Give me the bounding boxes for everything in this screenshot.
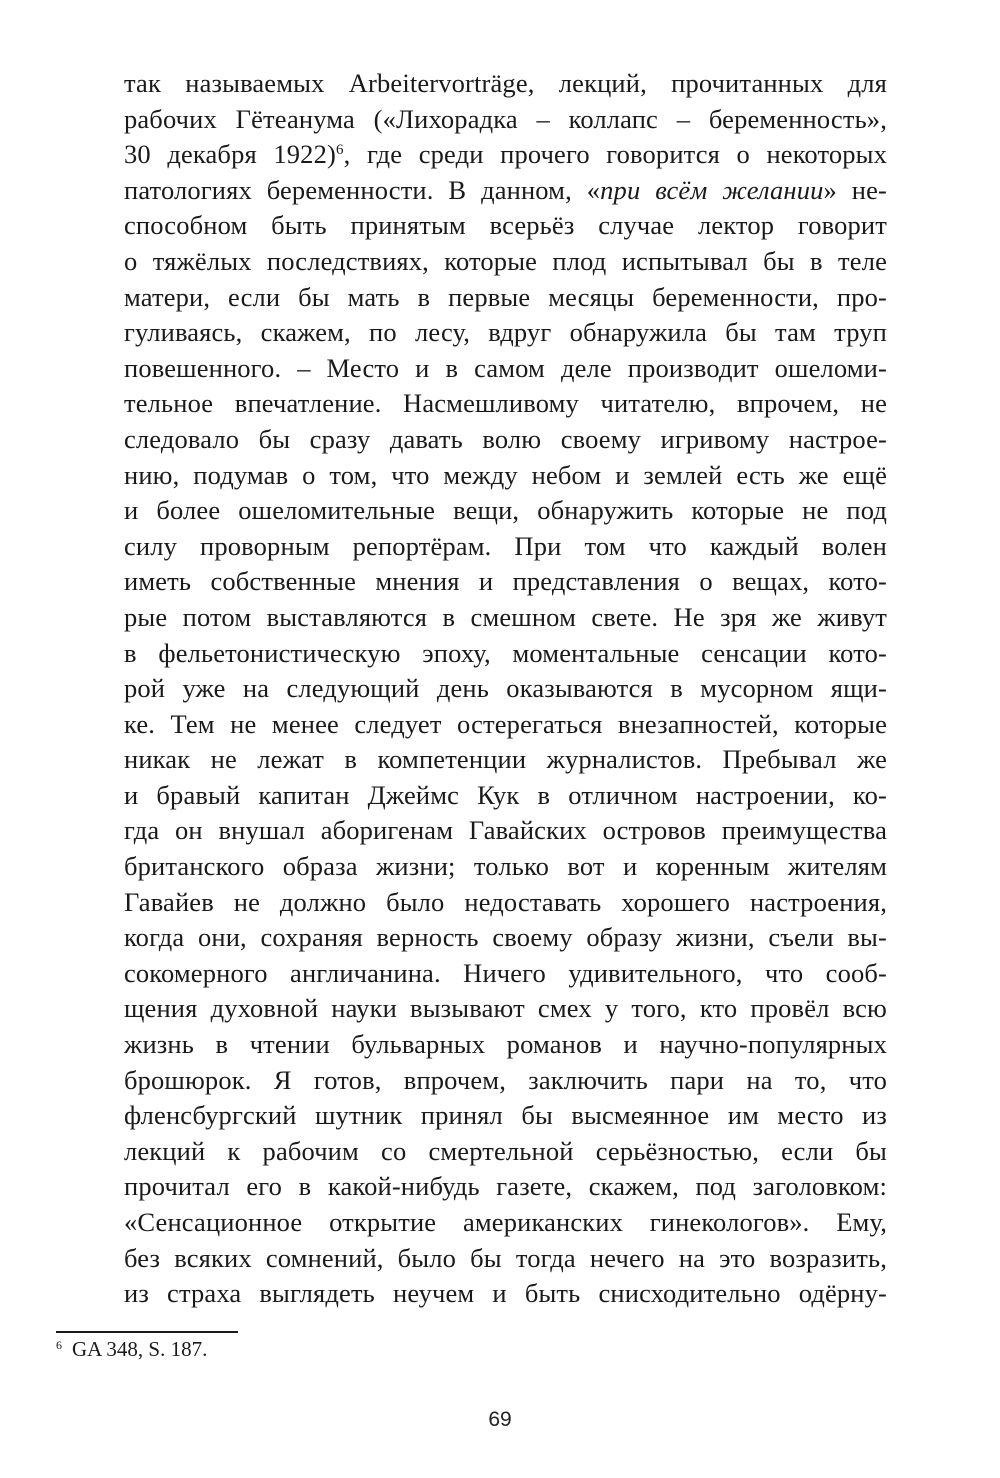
footnote-reference: 6 xyxy=(335,142,344,159)
text-line: рой уже на следующий день оказываются в мусорном ящи- xyxy=(124,673,887,704)
text-segment: » не- xyxy=(823,174,887,205)
text-line: о тяжёлых последствиях, которые плод испытывал бы в теле xyxy=(124,245,887,276)
text-line: повешенного. – Место и в самом деле производит ошеломи- xyxy=(124,352,887,383)
text-line: следовало бы сразу давать волю своему игривому настрое- xyxy=(124,423,887,454)
text-line: ке. Тем не менее следует остерегаться внезапностей, которые xyxy=(124,708,887,739)
text-line: прочитал его в какой-нибудь газете, скажем, под заголовком: xyxy=(124,1171,887,1202)
text-line: силу проворным репортёрам. При том что каждый волен xyxy=(124,530,887,561)
text-line: фленсбургский шутник принял бы высмеянное им место из xyxy=(124,1100,887,1131)
text-line: так называемых Arbeitervorträge, лекций, прочитанных для xyxy=(124,68,887,98)
text-line: в фельетонистическую эпоху, моментальные сенсации кото- xyxy=(124,637,887,668)
text-line: Гавайев не должно было недоставать хорошего настроения, xyxy=(124,886,887,917)
text-line: лекций к рабочим со смертельной серьёзностью, если бы xyxy=(124,1135,887,1166)
footnote xyxy=(56,1336,207,1362)
footnote-text: GA 348, S. 187. xyxy=(72,1337,208,1361)
text-line: из страха выглядеть неучем и быть снисходительно одёрну- xyxy=(124,1278,887,1309)
text-line: сокомерного англичанина. Ничего удивительного, что сооб- xyxy=(124,957,887,988)
text-line: когда они, сохраняя верность своему образу жизни, съели вы- xyxy=(124,922,887,953)
text-line: тельное впечатление. Насмешливому читателю, впрочем, не xyxy=(124,388,887,419)
text-line xyxy=(124,173,887,209)
text-line: иметь собственные мнения и представления о вещах, кото- xyxy=(124,566,887,597)
text-segment: , где среди прочего говорится о некоторых xyxy=(343,139,887,170)
body-text xyxy=(124,66,887,1312)
text-line: «Сенсационное открытие американских гинекологов». Ему, xyxy=(124,1207,887,1237)
text-line: щения духовной науки вызывают смех у того, кто провёл всю xyxy=(124,993,887,1024)
text-line: матери, если бы мать в первые месяцы беременности, про- xyxy=(124,281,887,312)
text-line: рабочих Гётеанума («Лихорадка – коллапс – беременность», xyxy=(124,103,887,134)
text-line: рые потом выставляются в смешном свете. Не зря же живут xyxy=(124,601,887,632)
italic-phrase: при всём желании xyxy=(600,174,824,205)
page-number: 69 xyxy=(488,1408,512,1431)
text-segment: патологиях беременности. В данном, « xyxy=(124,174,601,205)
footnote-divider xyxy=(56,1331,238,1333)
text-line: и бравый капитан Джеймс Кук в отличном настроении, ко- xyxy=(124,779,887,810)
text-line: гуливаясь, скажем, по лесу, вдруг обнаружила бы там труп xyxy=(124,317,887,348)
text-line: брошюрок. Я готов, впрочем, заключить пари на то, что xyxy=(124,1064,887,1095)
footnote-number: 6 xyxy=(56,1338,62,1352)
text-line: жизнь в чтении бульварных романов и научно-популярных xyxy=(124,1029,887,1060)
text-line: нию, подумав о том, что между небом и землей есть же ещё xyxy=(124,459,887,490)
text-segment: 30 декабря 1922) xyxy=(124,139,336,170)
text-line: британского образа жизни; только вот и коренным жителям xyxy=(124,851,887,882)
text-line xyxy=(124,137,887,173)
text-line: без всяких сомнений, было бы тогда нечего на это возразить, xyxy=(124,1242,887,1273)
text-line: никак не лежат в компетенции журналистов. Пребывал же xyxy=(124,744,887,775)
text-line: гда он внушал аборигенам Гавайских островов преимущества xyxy=(124,815,887,846)
text-line: способном быть принятым всерьёз случае лектор говорит xyxy=(124,210,887,241)
text-line: и более ошеломительные вещи, обнаружить которые не под xyxy=(124,495,887,526)
